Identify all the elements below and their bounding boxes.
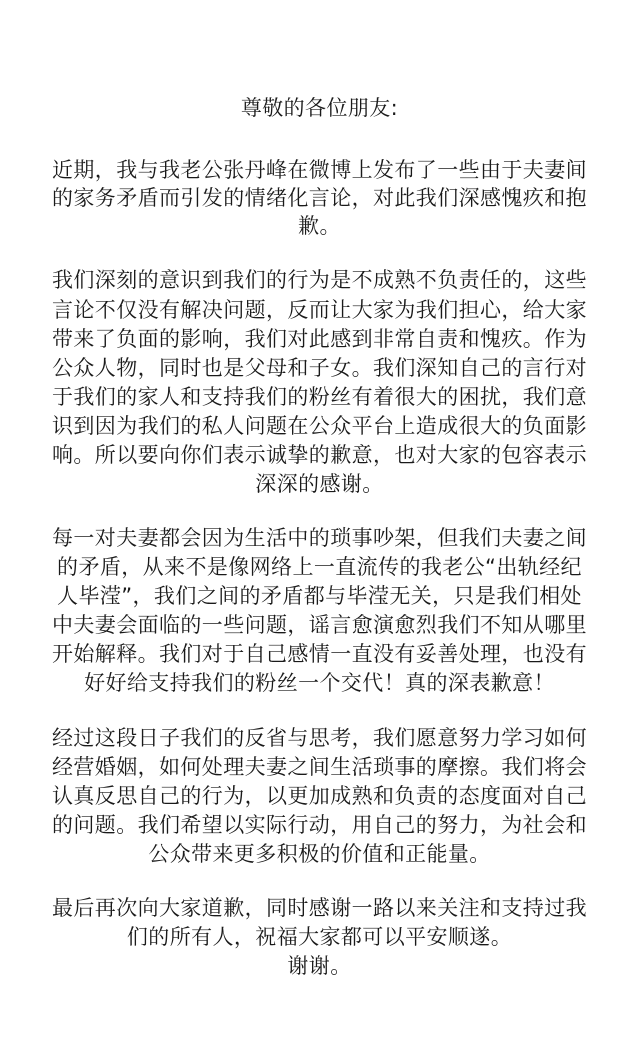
paragraph-1-line-3: 歉。 [298, 214, 341, 238]
paragraph-4-line-1: 经过这段日子我们的反省与思考，我们愿意努力学习如何 [52, 726, 587, 750]
closing-thanks: 谢谢。 [287, 954, 352, 978]
paragraph-3-line-3: 人毕滢”，我们之间的矛盾都与毕滢无关，只是我们相处 [57, 584, 582, 608]
paragraph-4-line-3: 认真反思自己的行为，以更加成熟和负责的态度面对自己 [52, 784, 587, 808]
paragraph-2-line-2: 言论不仅没有解决问题，反而让大家为我们担心，给大家 [52, 298, 587, 322]
paragraph-2-line-7: 响。所以要向你们表示诚挚的歉意，也对大家的包容表示 [52, 443, 587, 467]
paragraph-3-line-6: 好好给支持我们的粉丝一个交代！真的深表歉意！ [84, 671, 555, 695]
paragraph-5-line-2: 们的所有人，祝福大家都可以平安顺遂。 [126, 925, 513, 949]
paragraph-2-line-3: 带来了负面的影响，我们对此感到非常自责和愧疚。作为 [52, 327, 587, 351]
paragraph-4-line-5: 公众带来更多积极的价值和正能量。 [148, 842, 491, 866]
paragraph-3-line-1: 每一对夫妻都会因为生活中的琐事吵架，但我们夫妻之间 [52, 526, 587, 550]
paragraph-3-line-5: 开始解释。我们对于自己感情一直没有妥善处理，也没有 [52, 642, 587, 666]
paragraph-1-line-1: 近期，我与我老公张丹峰在微博上发布了一些由于夫妻间 [52, 158, 587, 182]
paragraph-2-line-1: 我们深刻的意识到我们的行为是不成熟不负责任的，这些 [52, 268, 587, 292]
paragraph-4-line-4: 的问题。我们希望以实际行动，用自己的努力，为社会和 [52, 813, 587, 837]
paragraph-2-line-5: 于我们的家人和支持我们的粉丝有着很大的困扰，我们意 [52, 385, 587, 409]
paragraph-2-line-8: 深深的感谢。 [255, 472, 384, 496]
paragraph-1-line-2: 的家务矛盾而引发的情绪化言论，对此我们深感愧疚和抱 [52, 186, 587, 210]
greeting: 尊敬的各位朋友: [240, 96, 399, 120]
paragraph-2-line-6: 识到因为我们的私人问题在公众平台上造成很大的负面影 [52, 414, 587, 438]
paragraph-5-line-1: 最后再次向大家道歉，同时感谢一路以来关注和支持过我 [52, 896, 587, 920]
paragraph-3-line-2: 的矛盾，从来不是像网络上一直流传的我老公“出轨经纪 [57, 555, 582, 579]
paragraph-2-line-4: 公众人物，同时也是父母和子女。我们深知自己的言行对 [52, 356, 587, 380]
paragraph-4-line-2: 经营婚姻，如何处理夫妻之间生活琐事的摩擦。我们将会 [52, 755, 587, 779]
paragraph-3-line-4: 中夫妻会面临的一些问题，谣言愈演愈烈我们不知从哪里 [52, 613, 587, 637]
